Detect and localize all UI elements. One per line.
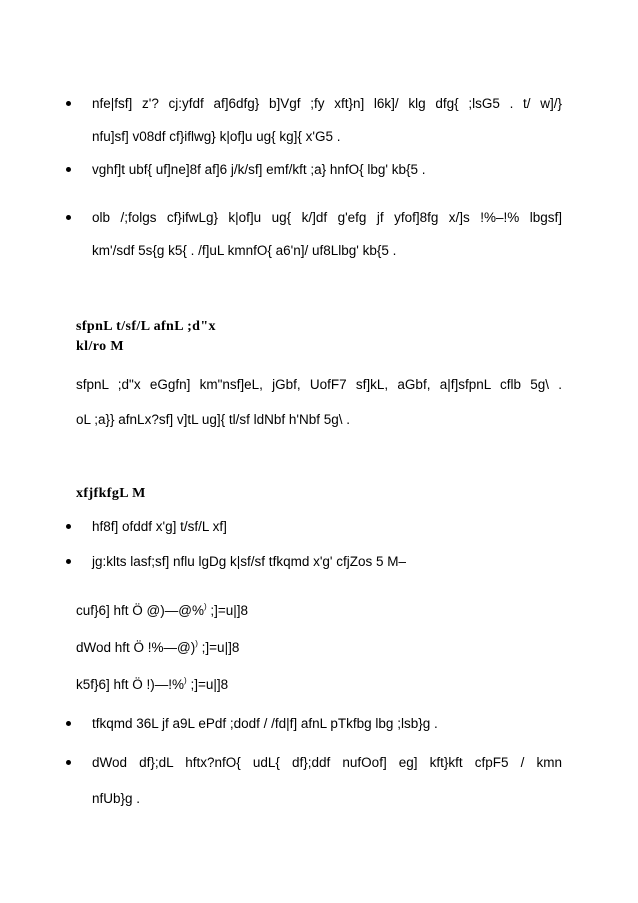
bullet-dot — [66, 721, 71, 726]
bullet-text-continued: nfUb}g . — [92, 791, 141, 806]
paragraph-line: oL ;a}} afnLx?sf] v]tL ug]{ tl/sf ldNbf h'Nbf 5g\ . — [76, 412, 350, 427]
bullet-text: dWod df};dL hftx?nfO{ udL{ df};ddf nufOof] eg] kft}kft cfpF5 / kmn — [92, 755, 562, 770]
temperature-text: k5f}6] hft Ö !)—!% — [76, 677, 185, 692]
temperature-unit: ;]=u|]8 — [186, 677, 229, 692]
temperature-superscript: ) — [195, 639, 198, 648]
bullet-dot — [66, 559, 71, 564]
bullet-dot — [66, 760, 71, 765]
temperature-unit: ;]=u|]8 — [197, 640, 240, 655]
bullet-text: jg:klts lasf;sf] nflu lgDg k|sf/sf tfkqmd x'g' cfjZos 5 M– — [92, 554, 407, 569]
section-heading: xfjfkfgL M — [76, 486, 146, 501]
bullet-dot — [66, 524, 71, 529]
bullet-text: nfe|fsf] z'? cj:yfdf af]6dfg} b]Vgf ;fy xft}n] l6k]/ klg dfg{ ;lsG5 . t/ w]/} — [92, 96, 562, 111]
temperature-line — [76, 603, 248, 619]
bullet-dot — [66, 101, 71, 106]
temperature-text: dWod hft Ö !%—@) — [76, 640, 196, 655]
section-heading: sfpnL t/sf/L afnL ;d"x — [76, 319, 216, 334]
temperature-text: cuf}6] hft Ö @)—@% — [76, 603, 204, 618]
temperature-line — [76, 677, 228, 693]
temperature-unit: ;]=u|]8 — [206, 603, 249, 618]
temperature-superscript: ) — [184, 676, 187, 685]
bullet-dot — [66, 215, 71, 220]
bullet-text: tfkqmd 36L jf a9L ePdf ;dodf / /fd|f] afnL pTkfbg lbg ;lsb}g . — [92, 716, 438, 731]
temperature-superscript: ) — [203, 602, 207, 611]
bullet-text: vghf]t ubf{ uf]ne]8f af]6 j/k/sf] emf/kft ;a} hnfO{ lbg' kb{5 . — [92, 162, 426, 177]
bullet-text-continued: km'/sdf 5s{g k5{ . /f]uL kmnfO{ a6'n]/ uf8Llbg' kb{5 . — [92, 243, 397, 258]
bullet-text: hf8f] ofddf x'g] t/sf/L xf] — [92, 519, 227, 534]
bullet-text-continued: nfu]sf] v08df cf}iflwg} k|of]u ug{ kg]{ x'G5 . — [92, 129, 341, 144]
paragraph-line: sfpnL ;d"x eGgfn] km"nsf]eL, jGbf, UofF7 sf]kL, aGbf, a|f]sfpnL cflb 5g\ . — [76, 377, 562, 392]
bullet-dot — [66, 167, 71, 172]
section-subheading: kl/ro M — [76, 339, 125, 354]
temperature-line — [76, 640, 239, 656]
bullet-text: olb /;folgs cf}ifwLg} k|of]u ug{ k/]df g'efg jf yfof]8fg x/]s !%–!% lbgsf] — [92, 210, 562, 225]
